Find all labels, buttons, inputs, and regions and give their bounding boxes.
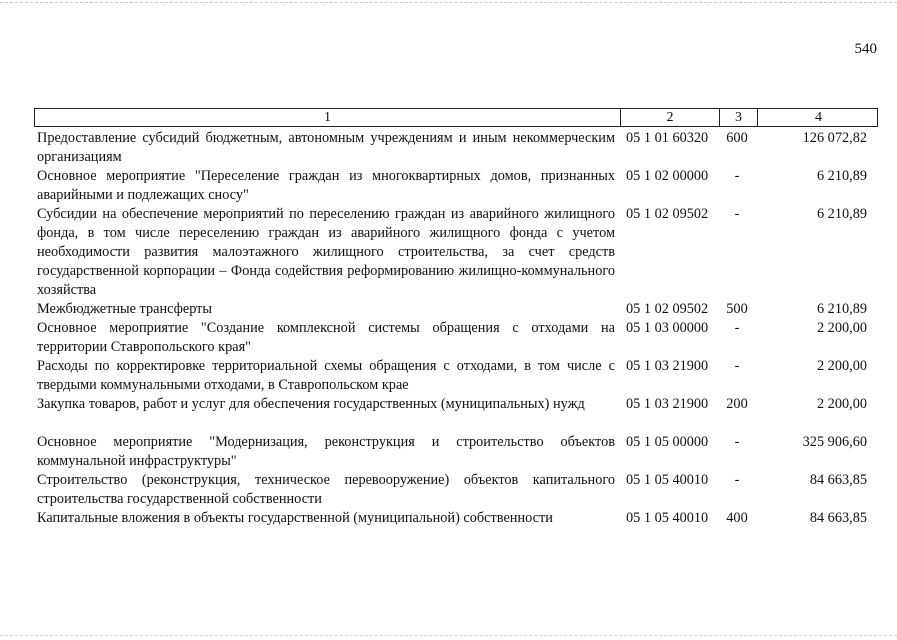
header-cell-amount: 4 [757,109,879,126]
table-row [34,300,878,319]
row-type: - [734,358,740,374]
row-amount: 2 200,00 [816,320,867,336]
row-amount: 6 210,89 [816,206,867,222]
row-description: Основное мероприятие "Переселение граждан из многоквартирных домов, признанных аварийными и подлежащих сносу" [37,168,615,203]
table-row [34,129,878,167]
page-number: 540 [854,41,877,57]
table-body [34,129,878,528]
row-code: 05 1 05 40010 [626,472,709,488]
row-amount: 2 200,00 [816,358,867,374]
row-description: Субсидии на обеспечение мероприятий по переселению граждан из аварийного жилищного фонда, в том числе переселению граждан из аварийного жилищного фонда с учетом необходимости развития малоэтажного жилищного строительства, за счет средств государственной корпорации – Фонда содействия реформированию жилищно-коммунального хозяйства [37,206,615,298]
row-code: 05 1 02 09502 [626,301,709,317]
row-description: Межбюджетные трансферты [37,301,213,317]
row-type: - [734,434,740,450]
row-type: - [734,206,740,222]
row-description: Расходы по корректировке территориальной схемы обращения с отходами, в том числе с твердыми коммунальными отходами, в Ставропольском крае [37,358,615,393]
row-amount: 2 200,00 [816,396,867,412]
table-row [34,395,878,414]
row-code: 05 1 03 21900 [626,396,709,412]
table-row [34,205,878,300]
table-row [34,433,878,471]
row-description: Строительство (реконструкция, техническое перевооружение) объектов капитального строительства государственной собственности [37,472,615,507]
header-cell-type: 3 [719,109,757,126]
scan-edge-bottom [0,635,897,636]
row-amount: 84 663,85 [809,510,867,526]
header-cell-code: 2 [620,109,719,126]
row-code: 05 1 03 00000 [626,320,709,336]
table-row [34,167,878,205]
row-type: - [734,320,740,336]
row-code: 05 1 02 00000 [626,168,709,184]
table-header [34,108,878,127]
table-row [34,509,878,528]
row-amount: 84 663,85 [809,472,867,488]
row-description: Основное мероприятие "Модернизация, реконструкция и строительство объектов коммунальной инфраструктуры" [37,434,615,469]
row-type: 200 [726,396,748,412]
row-type: 600 [726,130,748,146]
table-row [34,319,878,357]
row-amount: 325 906,60 [802,434,867,450]
row-amount: 6 210,89 [816,301,867,317]
scan-edge-top [0,2,897,3]
row-description: Закупка товаров, работ и услуг для обеспечения государственных (муниципальных) нужд [37,396,585,412]
row-code: 05 1 05 00000 [626,434,709,450]
budget-table [34,108,878,528]
row-code: 05 1 01 60320 [626,130,709,146]
row-type: - [734,472,740,488]
row-description: Основное мероприятие "Создание комплексной системы обращения с отходами на территории Ставропольского края" [37,320,615,355]
header-cell-description: 1 [324,110,331,125]
row-code: 05 1 03 21900 [626,358,709,374]
table-row [34,357,878,395]
row-amount: 6 210,89 [816,168,867,184]
table-row [34,471,878,509]
row-type: 400 [726,510,748,526]
row-amount: 126 072,82 [802,130,867,146]
row-description: Капитальные вложения в объекты государственной (муниципальной) собственности [37,510,553,526]
row-type: 500 [726,301,748,317]
row-code: 05 1 02 09502 [626,206,709,222]
row-type: - [734,168,740,184]
row-description: Предоставление субсидий бюджетным, автономным учреждениям и иным некоммерческим организациям [37,130,615,165]
row-code: 05 1 05 40010 [626,510,709,526]
